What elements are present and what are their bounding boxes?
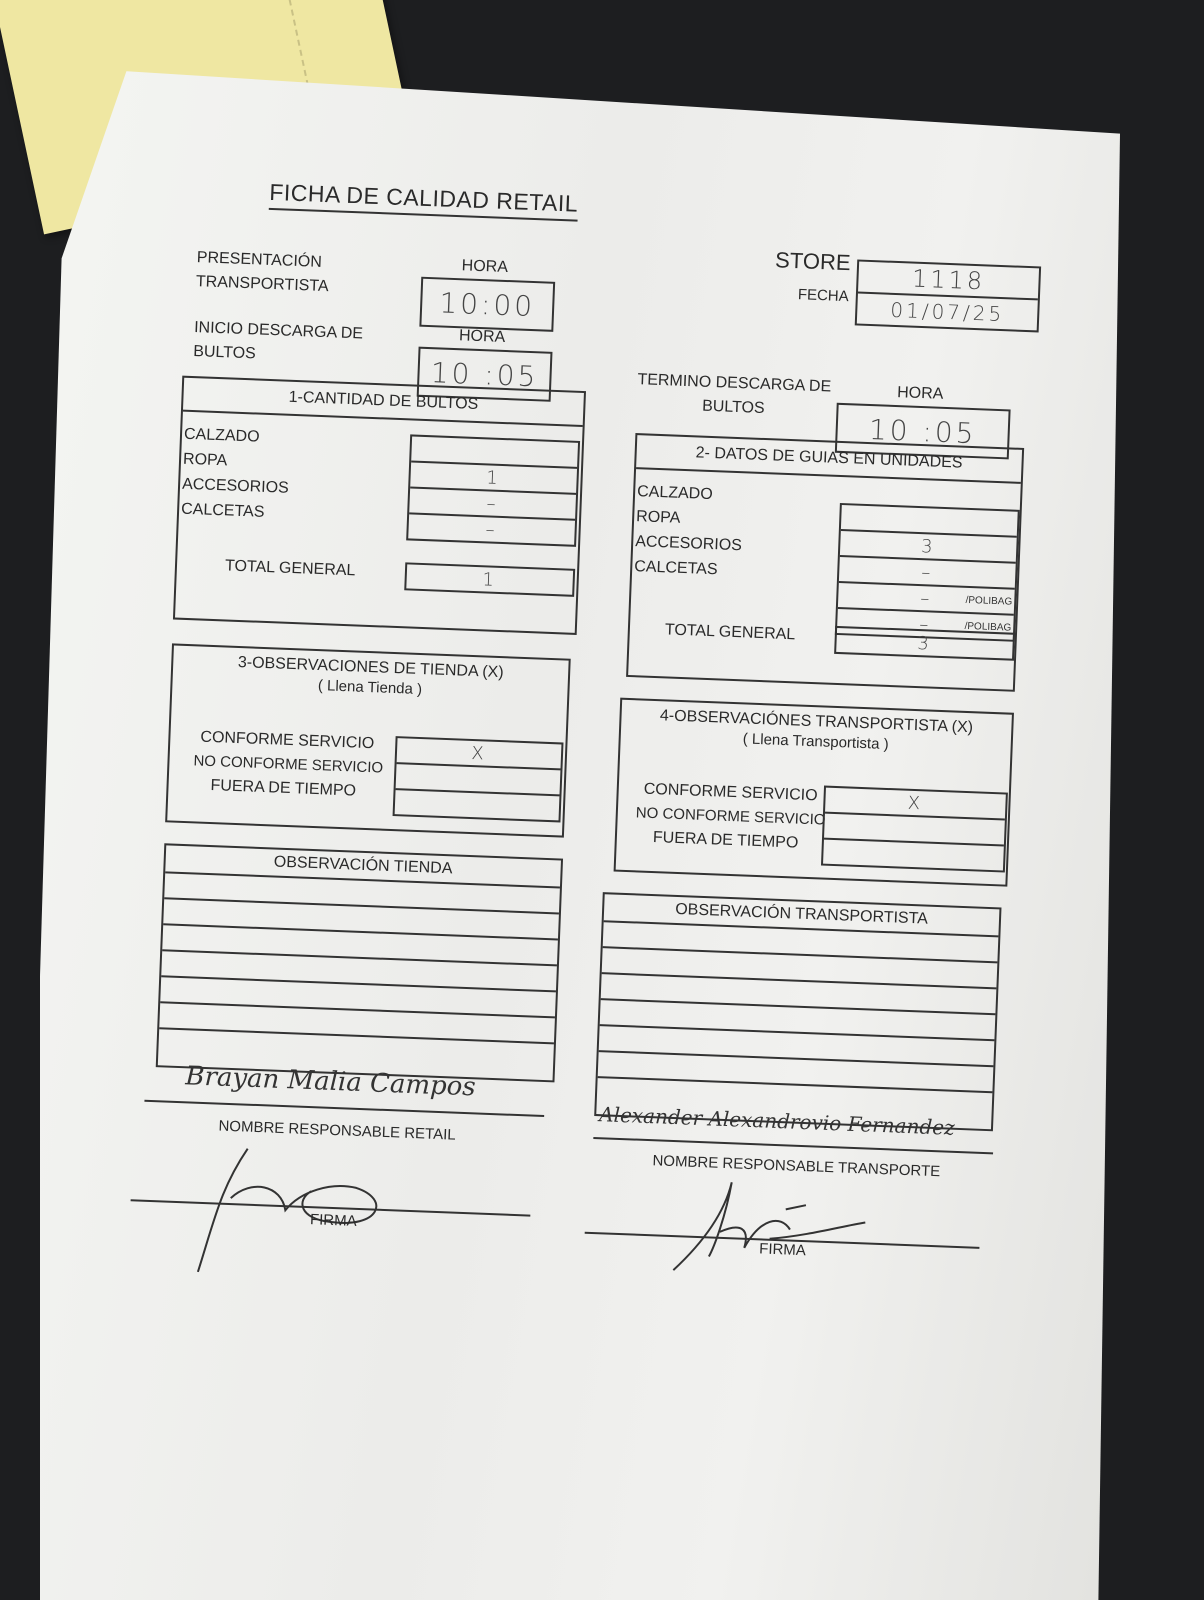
store-box xyxy=(855,259,1041,332)
termino-hora-label: HORA xyxy=(896,384,944,403)
cantidad-label-calzado: CALZADO xyxy=(183,425,260,446)
form-title: FICHA DE CALIDAD RETAIL xyxy=(269,179,579,222)
guias-total-field[interactable]: 3 xyxy=(916,632,933,655)
store-field[interactable]: 1118 xyxy=(911,264,986,296)
cantidad-title: 1-CANTIDAD DE BULTOS xyxy=(183,378,584,427)
guias-value-calcetas[interactable]: – xyxy=(919,587,933,610)
termino-label-line1: TERMINO DESCARGA DE xyxy=(637,371,832,396)
obs-tienda-subtitle: ( Llena Tienda ) xyxy=(317,677,423,699)
guias-values xyxy=(835,503,1020,642)
observacion-tienda-lines[interactable] xyxy=(158,873,560,1068)
retail-firma-caption: FIRMA xyxy=(309,1211,357,1230)
guias-label-accesorios: ACCESORIOS xyxy=(634,533,743,555)
obs-transportista-label-fuera-tiempo: FUERA DE TIEMPO xyxy=(652,829,799,852)
retail-name-handwritten: Brayan Malia Campos xyxy=(184,1061,477,1103)
cantidad-total-label: TOTAL GENERAL xyxy=(224,557,356,580)
inicio-label-line1: INICIO DESCARGA DE xyxy=(193,319,364,343)
inicio-hora-label: HORA xyxy=(458,327,506,346)
fecha-label: FECHA xyxy=(797,286,850,306)
store-label: STORE xyxy=(774,247,852,276)
obs-tienda-check-fuera-tiempo[interactable] xyxy=(395,790,560,820)
obs-tienda-check-conforme[interactable]: X xyxy=(397,738,562,770)
observacion-tienda-panel xyxy=(156,843,563,1082)
presentacion-label xyxy=(195,246,330,299)
inicio-label xyxy=(193,316,364,370)
cantidad-value-calcetas[interactable]: – xyxy=(485,518,499,541)
cantidad-value-ropa[interactable]: 1 xyxy=(410,462,577,494)
obs-transportista-label-conforme: CONFORME SERVICIO xyxy=(643,780,818,805)
cantidad-panel xyxy=(173,376,586,635)
obs-tienda-label-conforme: CONFORME SERVICIO xyxy=(200,728,375,753)
cantidad-values xyxy=(406,434,580,546)
guias-label-calzado: CALZADO xyxy=(636,483,714,504)
obs-tienda-label-fuera-tiempo: FUERA DE TIEMPO xyxy=(210,777,357,800)
cantidad-total-field[interactable]: 1 xyxy=(482,568,498,591)
guias-value-accesorios[interactable]: – xyxy=(920,561,934,584)
fecha-field[interactable]: 01/07/25 xyxy=(857,291,1038,330)
obs-tienda-checkboxes xyxy=(393,736,564,822)
inicio-hora-field[interactable]: 10 :05 xyxy=(417,347,553,402)
presentacion-hora-label: HORA xyxy=(461,257,509,277)
transporte-name-handwritten: Alexander Alexandrovio Fernandez xyxy=(598,1102,956,1140)
transporte-signature xyxy=(668,1175,872,1293)
obs-tienda-label-no-conforme: NO CONFORME SERVICIO xyxy=(193,752,384,777)
obs-transportista-check-conforme[interactable]: X xyxy=(825,788,1006,821)
obs-tienda-title: 3-OBSERVACIONES DE TIENDA (X) xyxy=(237,653,504,682)
termino-label xyxy=(636,368,832,423)
guias-value-extra[interactable]: – xyxy=(918,613,932,636)
retail-name-caption: NOMBRE RESPONSABLE RETAIL xyxy=(218,1117,456,1144)
transporte-firma-caption: FIRMA xyxy=(758,1240,807,1260)
guias-label-calcetas: CALCETAS xyxy=(633,558,718,579)
quality-form xyxy=(127,175,1049,1328)
observacion-transportista-panel xyxy=(594,892,1001,1131)
obs-tienda-panel xyxy=(165,643,571,837)
termino-label-line2: BULTOS xyxy=(701,397,765,417)
transporte-name-caption: NOMBRE RESPONSABLE TRANSPORTE xyxy=(652,1152,941,1181)
guias-unit-calcetas: /POLIBAG xyxy=(965,594,1013,608)
observacion-transportista-lines[interactable] xyxy=(597,922,999,1117)
cantidad-label-calcetas: CALCETAS xyxy=(180,500,265,521)
presentacion-label-line1: PRESENTACIÓN xyxy=(196,249,323,271)
retail-name-line xyxy=(144,1100,544,1117)
observacion-tienda-title: OBSERVACIÓN TIENDA xyxy=(165,845,561,888)
presentacion-label-line2: TRANSPORTISTA xyxy=(195,273,329,296)
cantidad-total-box xyxy=(404,562,575,597)
obs-transportista-panel xyxy=(614,698,1014,887)
obs-transportista-checkboxes xyxy=(821,786,1008,873)
guias-total-label: TOTAL GENERAL xyxy=(664,621,796,644)
termino-hora-field[interactable]: 10 :05 xyxy=(835,403,1011,460)
guias-unit-extra: /POLIBAG xyxy=(964,620,1012,634)
guias-label-ropa: ROPA xyxy=(635,508,681,527)
obs-transportista-title: 4-OBSERVACIÓNES TRANSPORTISTA (X) xyxy=(659,707,974,737)
observacion-transportista-title: OBSERVACIÓN TRANSPORTISTA xyxy=(604,894,1000,937)
obs-transportista-subtitle: ( Llena Transportista ) xyxy=(742,730,889,753)
guias-panel xyxy=(626,433,1024,692)
guias-title: 2- DATOS DE GUIAS EN UNIDADES xyxy=(636,435,1022,484)
inicio-label-line2: BULTOS xyxy=(192,343,257,363)
cantidad-value-accesorios[interactable]: – xyxy=(409,488,576,520)
obs-transportista-label-no-conforme: NO CONFORME SERVICIO xyxy=(635,804,826,829)
cantidad-label-ropa: ROPA xyxy=(182,450,228,470)
cantidad-label-accesorios: ACCESORIOS xyxy=(181,475,290,497)
guias-total-box xyxy=(834,626,1015,661)
presentacion-hora-field[interactable]: 10:00 xyxy=(419,277,555,332)
guias-value-ropa[interactable]: 3 xyxy=(840,531,1017,564)
